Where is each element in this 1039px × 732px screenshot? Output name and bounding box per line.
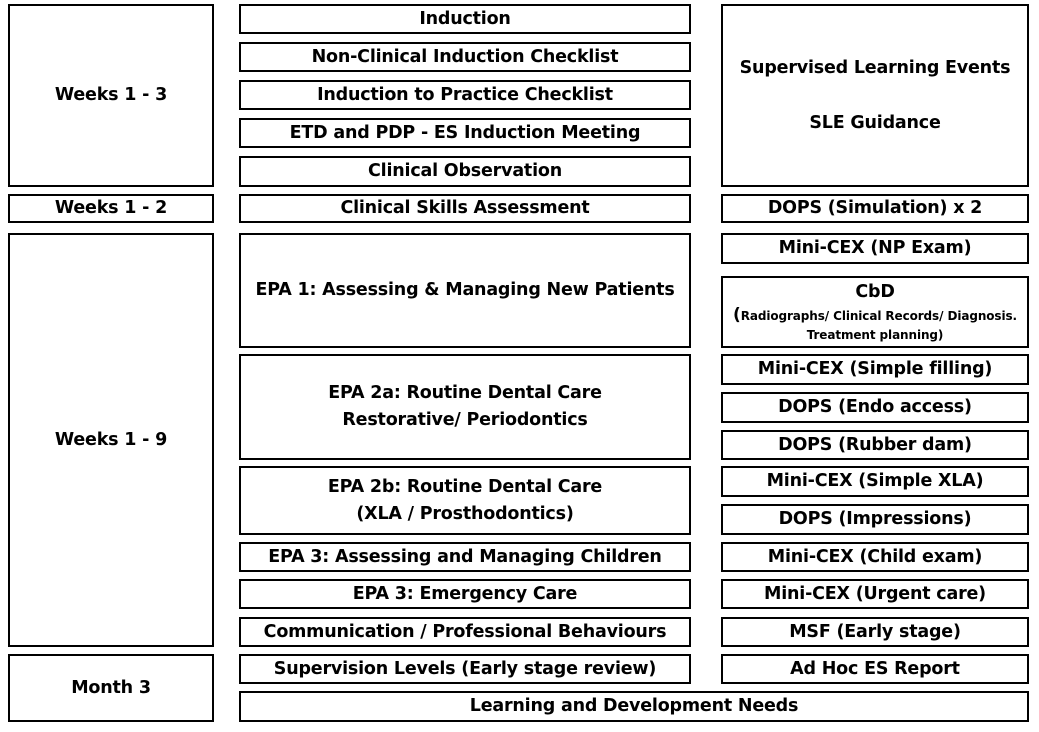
assessment-label: Mini-CEX (NP Exam) xyxy=(778,238,972,258)
period-weeks-1-9 xyxy=(8,233,214,647)
sle-box xyxy=(721,4,1029,187)
activity-epa1 xyxy=(239,233,691,348)
activity-label: Learning and Development Needs xyxy=(469,696,799,716)
activity-epa3-emergency xyxy=(239,579,691,609)
activity-learning-needs xyxy=(239,691,1029,722)
activity-label: ETD and PDP - ES Induction Meeting xyxy=(289,122,641,143)
activity-label: Non-Clinical Induction Checklist xyxy=(311,46,619,67)
activity-label-line2: (XLA / Prosthodontics) xyxy=(356,503,574,524)
activity-epa2b xyxy=(239,466,691,535)
assessment-msf-early-stage xyxy=(721,617,1029,647)
assessment-minicex-simple-filling xyxy=(721,354,1029,385)
activity-label: Supervision Levels (Early stage review) xyxy=(273,658,657,679)
assessment-label: Mini-CEX (Simple filling) xyxy=(757,359,993,379)
assessment-minicex-simple-xla xyxy=(721,466,1029,497)
assessment-minicex-child-exam xyxy=(721,542,1029,572)
activity-label: Communication / Professional Behaviours xyxy=(263,621,667,642)
period-weeks-1-2 xyxy=(8,194,214,223)
assessment-dops-rubber-dam xyxy=(721,430,1029,460)
activity-induction xyxy=(239,4,691,34)
cbd-detail-line1 xyxy=(733,306,1017,326)
activity-label: EPA 1: Assessing & Managing New Patients xyxy=(255,280,675,300)
assessment-minicex-np-exam xyxy=(721,233,1029,264)
cbd-detail-line2: Treatment planning) xyxy=(806,328,944,342)
assessment-label: DOPS (Rubber dam) xyxy=(778,434,972,455)
assessment-adhoc-es-report xyxy=(721,654,1029,684)
period-label: Weeks 1 - 9 xyxy=(54,429,168,450)
activity-label: EPA 3: Emergency Care xyxy=(352,583,578,604)
assessment-label: DOPS (Impressions) xyxy=(778,509,972,529)
period-label: Month 3 xyxy=(71,677,151,698)
activity-practice-checklist xyxy=(239,80,691,110)
assessment-minicex-urgent-care xyxy=(721,579,1029,609)
activity-label-line1: EPA 2a: Routine Dental Care xyxy=(328,383,602,403)
assessment-label: Mini-CEX (Child exam) xyxy=(767,546,983,567)
activity-clinical-observation xyxy=(239,156,691,187)
period-month-3 xyxy=(8,654,214,722)
activity-epa2a xyxy=(239,354,691,460)
activity-label-line2: Restorative/ Periodontics xyxy=(342,410,588,430)
assessment-label: Ad Hoc ES Report xyxy=(790,658,960,679)
activity-supervision-levels xyxy=(239,654,691,684)
activity-non-clinical-checklist xyxy=(239,42,691,72)
activity-etd-pdp-meeting xyxy=(239,118,691,148)
activity-label: Clinical Skills Assessment xyxy=(340,198,590,218)
assessment-label: MSF (Early stage) xyxy=(789,621,961,642)
sle-guidance: SLE Guidance xyxy=(809,112,941,133)
cbd-title: CbD xyxy=(855,282,895,302)
cbd-detail-text: Radiographs/ Clinical Records/ Diagnosis. xyxy=(740,309,1017,323)
activity-label-line1: EPA 2b: Routine Dental Care xyxy=(327,476,603,497)
assessment-label: DOPS (Endo access) xyxy=(778,397,972,417)
assessment-cbd xyxy=(721,276,1029,348)
assessment-dops-impressions xyxy=(721,504,1029,535)
activity-label: Induction xyxy=(419,8,511,29)
activity-epa3-children xyxy=(239,542,691,572)
activity-label: Clinical Observation xyxy=(368,161,562,181)
period-label: Weeks 1 - 3 xyxy=(54,85,168,105)
activity-label: Induction to Practice Checklist xyxy=(317,84,613,105)
cbd-open-paren: ( xyxy=(733,305,741,325)
assessment-label: DOPS (Simulation) x 2 xyxy=(767,198,983,218)
assessment-dops-simulation xyxy=(721,194,1029,223)
assessment-label: Mini-CEX (Urgent care) xyxy=(764,583,986,604)
period-label: Weeks 1 - 2 xyxy=(54,198,168,218)
assessment-dops-endo-access xyxy=(721,392,1029,423)
activity-label: EPA 3: Assessing and Managing Children xyxy=(268,546,662,567)
activity-clinical-skills xyxy=(239,194,691,223)
period-weeks-1-3 xyxy=(8,4,214,187)
sle-title: Supervised Learning Events xyxy=(739,57,1011,78)
activity-communication xyxy=(239,617,691,647)
assessment-label: Mini-CEX (Simple XLA) xyxy=(766,471,984,491)
